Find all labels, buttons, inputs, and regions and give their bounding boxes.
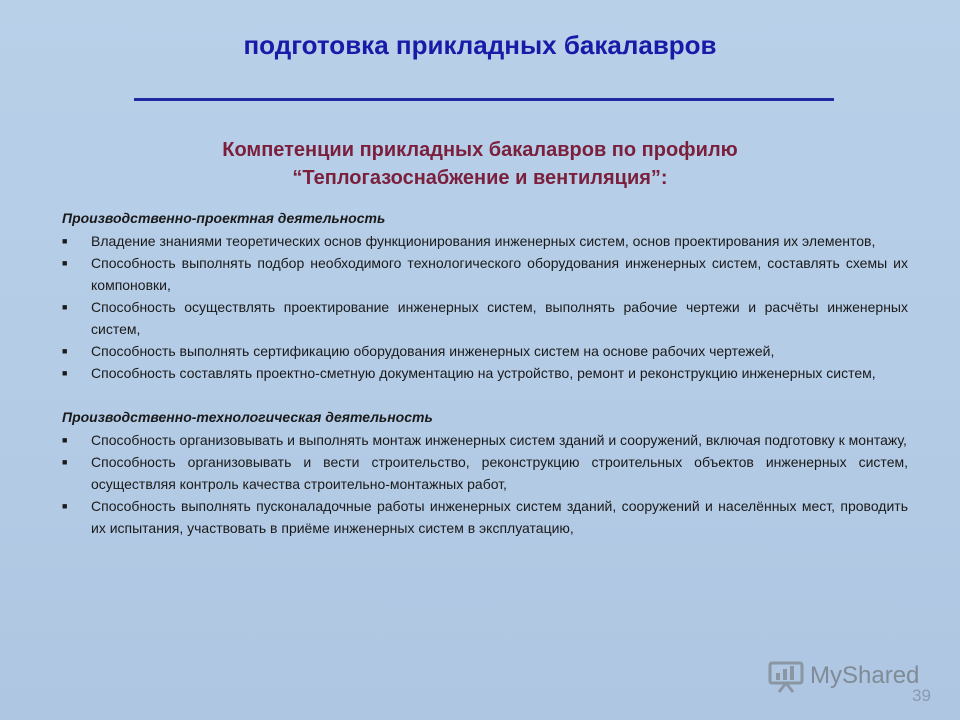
bullet-icon: ■	[62, 346, 68, 356]
competencies-content	[62, 207, 908, 539]
list-item: ■ Способность составлять проектно-сметную документацию на устройство, ремонт и реконструкцию инженерных систем,	[62, 362, 908, 384]
list-item: ■ Способность осуществлять проектирование инженерных систем, выполнять рабочие чертежи и расчёты инженерных систем,	[62, 296, 908, 340]
list-item: ■ Владение знаниями теоретических основ функционирования инженерных систем, основ проектирования их элементов,	[62, 230, 908, 252]
bullet-icon: ■	[62, 501, 68, 511]
watermark-text: MyShared	[810, 662, 920, 689]
bullet-icon: ■	[62, 236, 68, 246]
section-heading-design: Производственно-проектная деятельность	[62, 210, 386, 226]
bullet-icon: ■	[62, 435, 68, 445]
technology-competency-list	[62, 429, 908, 539]
slide-title: подготовка прикладных бакалавров	[243, 30, 717, 60]
page-number: 39	[912, 686, 931, 705]
list-item: ■ Способность организовывать и выполнять монтаж инженерных систем зданий и сооружений, включая подготовку к монтажу,	[62, 429, 908, 451]
subtitle-line-2: “Теплогазоснабжение и вентиляция”:	[292, 167, 668, 189]
design-competency-list	[62, 230, 908, 384]
title-underline	[134, 98, 834, 101]
section-heading-technology: Производственно-технологическая деятельность	[62, 409, 433, 425]
list-item: ■ Способность выполнять сертификацию оборудования инженерных систем на основе рабочих чертежей,	[62, 340, 908, 362]
presentation-board-icon	[768, 659, 804, 693]
bullet-icon: ■	[62, 457, 68, 467]
bullet-icon: ■	[62, 368, 68, 378]
list-item: ■ Способность организовывать и вести строительство, реконструкцию строительных объектов инженерных систем, осуществляя контроль качества строительно-монтажных работ,	[62, 451, 908, 495]
slide-subtitle	[0, 136, 960, 192]
myshared-watermark	[768, 658, 919, 694]
list-item: ■ Способность выполнять подбор необходимого технологического оборудования инженерных систем, составлять схемы их компоновки,	[62, 252, 908, 296]
list-item: ■ Способность выполнять пусконаладочные работы инженерных систем зданий, сооружений и населённых мест, проводить их испытания, участвовать в приёме инженерных систем в эксплуатацию,	[62, 495, 908, 539]
subtitle-line-1: Компетенции прикладных бакалавров по профилю	[222, 139, 738, 161]
bullet-icon: ■	[62, 302, 68, 312]
bullet-icon: ■	[62, 258, 68, 268]
